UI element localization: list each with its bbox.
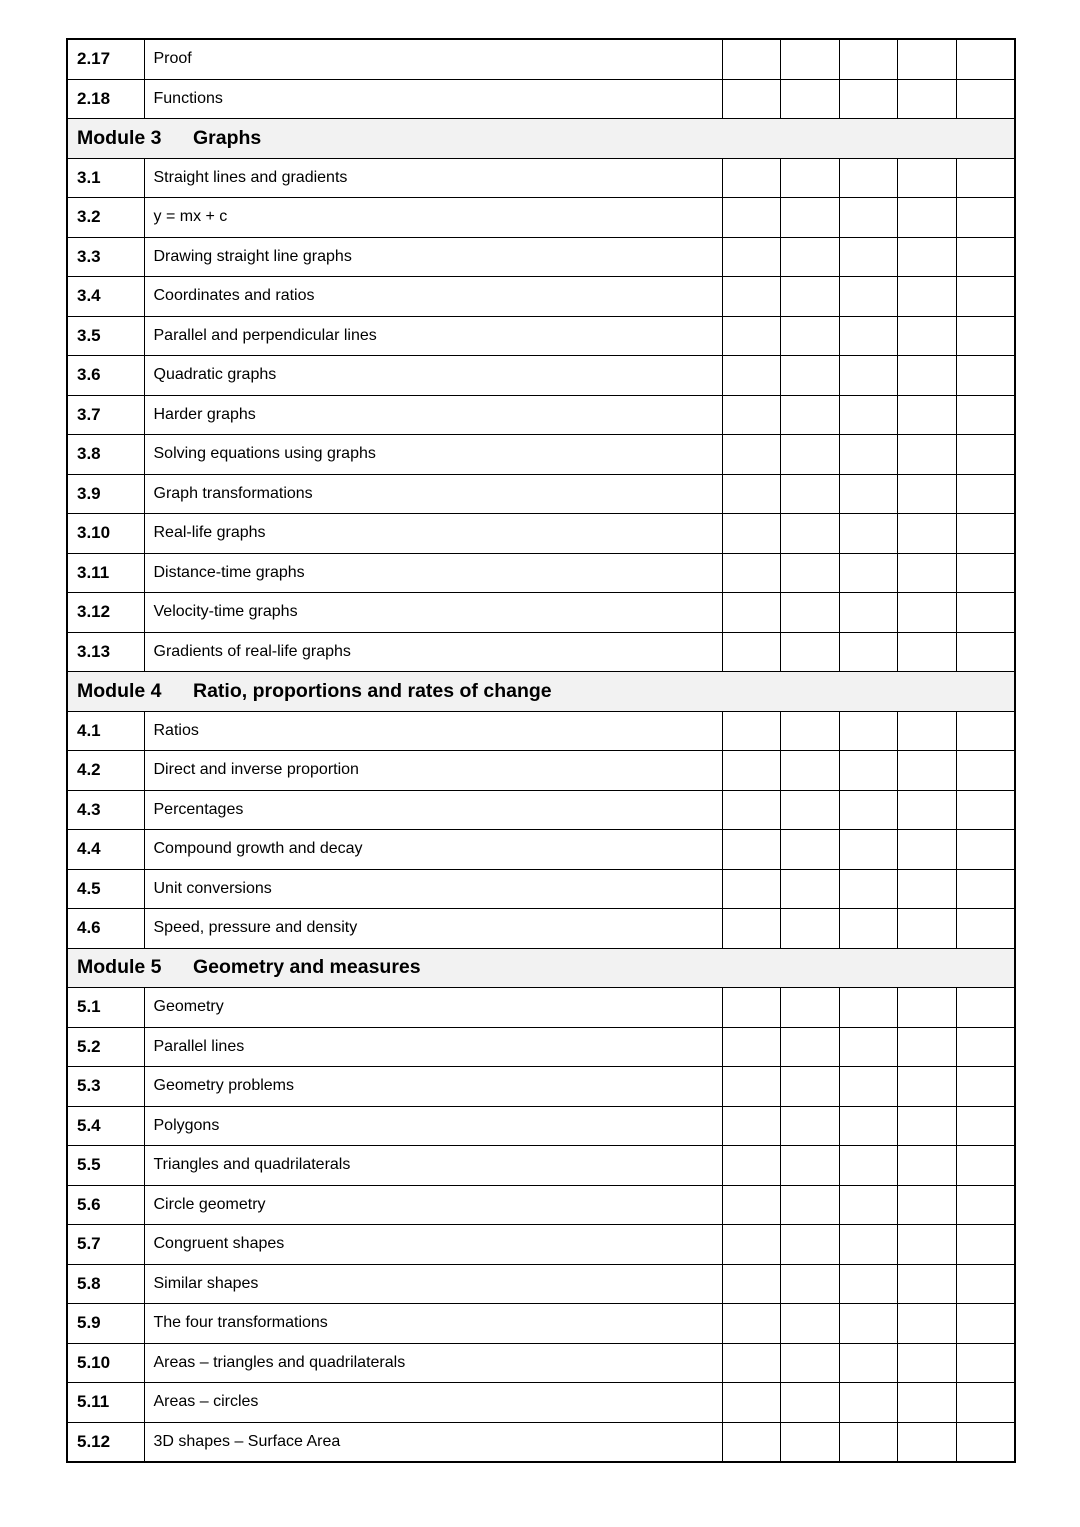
checkbox-cell[interactable] xyxy=(722,790,781,830)
table-row xyxy=(67,988,1015,1028)
topic-name: Drawing straight line graphs xyxy=(144,237,722,277)
checkbox-cell[interactable] xyxy=(839,909,898,949)
checkbox-cell[interactable] xyxy=(956,553,1015,593)
checkbox-cell[interactable] xyxy=(781,553,840,593)
checkbox-cell[interactable] xyxy=(898,632,957,672)
topic-number: 4.1 xyxy=(67,711,144,751)
checkbox-cell[interactable] xyxy=(898,909,957,949)
checkbox-cell[interactable] xyxy=(956,474,1015,514)
topic-number: 4.5 xyxy=(67,869,144,909)
checkbox-cell[interactable] xyxy=(781,435,840,475)
table-row xyxy=(67,1383,1015,1423)
table-row xyxy=(67,1185,1015,1225)
checkbox-cell[interactable] xyxy=(956,830,1015,870)
checkbox-cell[interactable] xyxy=(839,277,898,317)
checkbox-cell[interactable] xyxy=(898,1225,957,1265)
checkbox-cell[interactable] xyxy=(781,751,840,791)
checkbox-cell[interactable] xyxy=(839,474,898,514)
checkbox-cell[interactable] xyxy=(839,869,898,909)
module-header-row xyxy=(67,119,1015,159)
checkbox-cell[interactable] xyxy=(781,1422,840,1462)
topic-name: Congruent shapes xyxy=(144,1225,722,1265)
topic-name: Geometry problems xyxy=(144,1067,722,1107)
topic-name: Functions xyxy=(144,79,722,119)
topic-number: 3.1 xyxy=(67,158,144,198)
checkbox-cell[interactable] xyxy=(722,1422,781,1462)
table-row xyxy=(67,316,1015,356)
checkbox-cell[interactable] xyxy=(722,988,781,1028)
checkbox-cell[interactable] xyxy=(956,1343,1015,1383)
checkbox-cell[interactable] xyxy=(781,198,840,238)
checkbox-cell[interactable] xyxy=(722,514,781,554)
table-row xyxy=(67,79,1015,119)
checkbox-cell[interactable] xyxy=(839,1146,898,1186)
checkbox-cell[interactable] xyxy=(956,514,1015,554)
checkbox-cell[interactable] xyxy=(722,198,781,238)
checkbox-cell[interactable] xyxy=(722,158,781,198)
table-row xyxy=(67,237,1015,277)
checkbox-cell[interactable] xyxy=(722,1304,781,1344)
checkbox-cell[interactable] xyxy=(898,474,957,514)
checkbox-cell[interactable] xyxy=(722,751,781,791)
table-row xyxy=(67,277,1015,317)
topic-number: 5.12 xyxy=(67,1422,144,1462)
checkbox-cell[interactable] xyxy=(839,1106,898,1146)
topic-number: 2.17 xyxy=(67,39,144,79)
checkbox-cell[interactable] xyxy=(839,237,898,277)
table-row xyxy=(67,514,1015,554)
table-row xyxy=(67,553,1015,593)
checkbox-cell[interactable] xyxy=(956,790,1015,830)
checkbox-cell[interactable] xyxy=(839,514,898,554)
checkbox-cell[interactable] xyxy=(839,1304,898,1344)
topic-name: 3D shapes – Surface Area xyxy=(144,1422,722,1462)
checkbox-cell[interactable] xyxy=(781,79,840,119)
checkbox-cell[interactable] xyxy=(898,158,957,198)
topic-name: Velocity-time graphs xyxy=(144,593,722,633)
checkbox-cell[interactable] xyxy=(781,869,840,909)
checkbox-cell[interactable] xyxy=(839,830,898,870)
checkbox-cell[interactable] xyxy=(781,790,840,830)
checkbox-cell[interactable] xyxy=(781,316,840,356)
checkbox-cell[interactable] xyxy=(781,1185,840,1225)
topic-number: 3.11 xyxy=(67,553,144,593)
checkbox-cell[interactable] xyxy=(781,909,840,949)
checkbox-cell[interactable] xyxy=(956,1422,1015,1462)
table-row xyxy=(67,435,1015,475)
checkbox-cell[interactable] xyxy=(898,1067,957,1107)
table-row xyxy=(67,830,1015,870)
checkbox-cell[interactable] xyxy=(898,356,957,396)
topic-name: Areas – circles xyxy=(144,1383,722,1423)
checkbox-cell[interactable] xyxy=(898,869,957,909)
checkbox-cell[interactable] xyxy=(898,237,957,277)
checkbox-cell[interactable] xyxy=(781,395,840,435)
topic-name: Ratios xyxy=(144,711,722,751)
topic-name: Speed, pressure and density xyxy=(144,909,722,949)
checkbox-cell[interactable] xyxy=(839,1343,898,1383)
topic-number: 4.4 xyxy=(67,830,144,870)
topic-number: 3.10 xyxy=(67,514,144,554)
table-row xyxy=(67,909,1015,949)
checkbox-cell[interactable] xyxy=(781,1304,840,1344)
checkbox-cell[interactable] xyxy=(722,1027,781,1067)
checkbox-cell[interactable] xyxy=(898,39,957,79)
topic-number: 5.1 xyxy=(67,988,144,1028)
topic-number: 3.3 xyxy=(67,237,144,277)
checkbox-cell[interactable] xyxy=(839,1422,898,1462)
checkbox-cell[interactable] xyxy=(781,474,840,514)
topic-name: Circle geometry xyxy=(144,1185,722,1225)
checkbox-cell[interactable] xyxy=(722,1225,781,1265)
checkbox-cell[interactable] xyxy=(898,1185,957,1225)
checkbox-cell[interactable] xyxy=(839,79,898,119)
topic-number: 4.2 xyxy=(67,751,144,791)
topic-number: 5.6 xyxy=(67,1185,144,1225)
checkbox-cell[interactable] xyxy=(722,277,781,317)
checkbox-cell[interactable] xyxy=(839,790,898,830)
checkbox-cell[interactable] xyxy=(898,1146,957,1186)
table-row xyxy=(67,1264,1015,1304)
checkbox-cell[interactable] xyxy=(722,1383,781,1423)
table-row xyxy=(67,1067,1015,1107)
checkbox-cell[interactable] xyxy=(956,1106,1015,1146)
checkbox-cell[interactable] xyxy=(722,395,781,435)
checkbox-cell[interactable] xyxy=(956,988,1015,1028)
checkbox-cell[interactable] xyxy=(898,316,957,356)
checkbox-cell[interactable] xyxy=(839,198,898,238)
topic-number: 3.12 xyxy=(67,593,144,633)
topic-number: 5.11 xyxy=(67,1383,144,1423)
checkbox-cell[interactable] xyxy=(956,79,1015,119)
topic-number: 5.5 xyxy=(67,1146,144,1186)
checkbox-cell[interactable] xyxy=(956,158,1015,198)
checkbox-cell[interactable] xyxy=(956,395,1015,435)
table-row xyxy=(67,632,1015,672)
checkbox-cell[interactable] xyxy=(781,1067,840,1107)
topic-name: Straight lines and gradients xyxy=(144,158,722,198)
checkbox-cell[interactable] xyxy=(839,1264,898,1304)
checkbox-cell[interactable] xyxy=(898,514,957,554)
topic-number: 3.13 xyxy=(67,632,144,672)
checkbox-cell[interactable] xyxy=(839,632,898,672)
checkbox-cell[interactable] xyxy=(956,435,1015,475)
table-row xyxy=(67,356,1015,396)
topic-number: 3.7 xyxy=(67,395,144,435)
table-row xyxy=(67,593,1015,633)
topic-number: 2.18 xyxy=(67,79,144,119)
checkbox-cell[interactable] xyxy=(898,830,957,870)
topic-name: Percentages xyxy=(144,790,722,830)
checkbox-cell[interactable] xyxy=(898,79,957,119)
topic-name: Parallel and perpendicular lines xyxy=(144,316,722,356)
checkbox-cell[interactable] xyxy=(722,316,781,356)
topic-number: 3.4 xyxy=(67,277,144,317)
checkbox-cell[interactable] xyxy=(781,830,840,870)
topic-number: 5.10 xyxy=(67,1343,144,1383)
topic-number: 4.3 xyxy=(67,790,144,830)
checkbox-cell[interactable] xyxy=(839,435,898,475)
topic-name: Coordinates and ratios xyxy=(144,277,722,317)
table-row xyxy=(67,1225,1015,1265)
checkbox-cell[interactable] xyxy=(956,356,1015,396)
checkbox-cell[interactable] xyxy=(722,435,781,475)
checkbox-cell[interactable] xyxy=(898,277,957,317)
topic-name: Similar shapes xyxy=(144,1264,722,1304)
checkbox-cell[interactable] xyxy=(898,1264,957,1304)
checkbox-cell[interactable] xyxy=(781,632,840,672)
checkbox-cell[interactable] xyxy=(956,277,1015,317)
topic-name: Direct and inverse proportion xyxy=(144,751,722,791)
topic-name: y = mx + c xyxy=(144,198,722,238)
checkbox-cell[interactable] xyxy=(781,593,840,633)
checkbox-cell[interactable] xyxy=(956,316,1015,356)
checkbox-cell[interactable] xyxy=(956,1225,1015,1265)
table-row xyxy=(67,790,1015,830)
topic-name: Harder graphs xyxy=(144,395,722,435)
checkbox-cell[interactable] xyxy=(898,198,957,238)
checkbox-cell[interactable] xyxy=(898,1304,957,1344)
checkbox-cell[interactable] xyxy=(781,1264,840,1304)
checkbox-cell[interactable] xyxy=(839,1027,898,1067)
checkbox-cell[interactable] xyxy=(781,1225,840,1265)
module-label: Module 4 xyxy=(77,679,162,702)
checkbox-cell[interactable] xyxy=(956,751,1015,791)
checkbox-cell[interactable] xyxy=(839,711,898,751)
checkbox-cell[interactable] xyxy=(898,553,957,593)
checkbox-cell[interactable] xyxy=(781,988,840,1028)
checkbox-cell[interactable] xyxy=(898,988,957,1028)
checkbox-cell[interactable] xyxy=(898,593,957,633)
checkbox-cell[interactable] xyxy=(781,711,840,751)
checkbox-cell[interactable] xyxy=(956,198,1015,238)
module-header xyxy=(67,672,1015,712)
topic-name: Gradients of real-life graphs xyxy=(144,632,722,672)
checkbox-cell[interactable] xyxy=(722,830,781,870)
table-row xyxy=(67,1304,1015,1344)
checkbox-cell[interactable] xyxy=(839,395,898,435)
checkbox-cell[interactable] xyxy=(722,1146,781,1186)
checkbox-cell[interactable] xyxy=(839,1067,898,1107)
topic-number: 3.5 xyxy=(67,316,144,356)
topic-name: Solving equations using graphs xyxy=(144,435,722,475)
checkbox-cell[interactable] xyxy=(898,711,957,751)
checkbox-cell[interactable] xyxy=(781,514,840,554)
topic-number: 4.6 xyxy=(67,909,144,949)
topic-number: 5.8 xyxy=(67,1264,144,1304)
topic-name: Triangles and quadrilaterals xyxy=(144,1146,722,1186)
topic-number: 3.2 xyxy=(67,198,144,238)
checkbox-cell[interactable] xyxy=(956,869,1015,909)
checkbox-cell[interactable] xyxy=(722,39,781,79)
module-title: Ratio, proportions and rates of change xyxy=(193,679,552,702)
table-row xyxy=(67,395,1015,435)
checkbox-cell[interactable] xyxy=(781,237,840,277)
topic-name: The four transformations xyxy=(144,1304,722,1344)
checkbox-cell[interactable] xyxy=(956,1264,1015,1304)
checkbox-cell[interactable] xyxy=(839,751,898,791)
topic-number: 3.9 xyxy=(67,474,144,514)
checkbox-cell[interactable] xyxy=(956,1146,1015,1186)
topic-name: Unit conversions xyxy=(144,869,722,909)
topic-name: Distance-time graphs xyxy=(144,553,722,593)
topic-number: 5.7 xyxy=(67,1225,144,1265)
checkbox-cell[interactable] xyxy=(956,1027,1015,1067)
checkbox-cell[interactable] xyxy=(839,1185,898,1225)
checkbox-cell[interactable] xyxy=(898,790,957,830)
table-row xyxy=(67,1146,1015,1186)
checkbox-cell[interactable] xyxy=(898,1383,957,1423)
checkbox-cell[interactable] xyxy=(722,632,781,672)
checkbox-cell[interactable] xyxy=(839,39,898,79)
topic-name: Polygons xyxy=(144,1106,722,1146)
topic-name: Graph transformations xyxy=(144,474,722,514)
checkbox-cell[interactable] xyxy=(781,1027,840,1067)
checkbox-cell[interactable] xyxy=(722,1264,781,1304)
checkbox-cell[interactable] xyxy=(722,1343,781,1383)
checkbox-cell[interactable] xyxy=(898,1343,957,1383)
topic-name: Parallel lines xyxy=(144,1027,722,1067)
checkbox-cell[interactable] xyxy=(722,1185,781,1225)
checkbox-cell[interactable] xyxy=(722,553,781,593)
module-title: Graphs xyxy=(193,126,262,149)
checkbox-cell[interactable] xyxy=(722,1106,781,1146)
checkbox-cell[interactable] xyxy=(839,356,898,396)
topic-number: 5.2 xyxy=(67,1027,144,1067)
checkbox-cell[interactable] xyxy=(722,869,781,909)
checkbox-cell[interactable] xyxy=(781,1343,840,1383)
table-row xyxy=(67,39,1015,79)
topic-number: 5.3 xyxy=(67,1067,144,1107)
checkbox-cell[interactable] xyxy=(781,1106,840,1146)
checkbox-cell[interactable] xyxy=(722,474,781,514)
checkbox-cell[interactable] xyxy=(722,79,781,119)
checkbox-cell[interactable] xyxy=(781,356,840,396)
module-label: Module 3 xyxy=(77,126,162,149)
topic-name: Real-life graphs xyxy=(144,514,722,554)
table-row xyxy=(67,751,1015,791)
checkbox-cell[interactable] xyxy=(898,395,957,435)
table-row xyxy=(67,869,1015,909)
checkbox-cell[interactable] xyxy=(722,711,781,751)
table-row xyxy=(67,474,1015,514)
checkbox-cell[interactable] xyxy=(722,356,781,396)
checkbox-cell[interactable] xyxy=(956,39,1015,79)
table-row xyxy=(67,1027,1015,1067)
checkbox-cell[interactable] xyxy=(781,277,840,317)
checkbox-cell[interactable] xyxy=(839,988,898,1028)
checkbox-cell[interactable] xyxy=(956,237,1015,277)
checkbox-cell[interactable] xyxy=(956,1304,1015,1344)
checkbox-cell[interactable] xyxy=(956,909,1015,949)
module-header xyxy=(67,119,1015,159)
checkbox-cell[interactable] xyxy=(898,435,957,475)
checkbox-cell[interactable] xyxy=(839,316,898,356)
topic-name: Proof xyxy=(144,39,722,79)
checkbox-cell[interactable] xyxy=(781,158,840,198)
checkbox-cell[interactable] xyxy=(722,1067,781,1107)
checkbox-cell[interactable] xyxy=(722,593,781,633)
topic-number: 5.4 xyxy=(67,1106,144,1146)
table-row xyxy=(67,198,1015,238)
checkbox-cell[interactable] xyxy=(898,1027,957,1067)
checkbox-cell[interactable] xyxy=(781,39,840,79)
checkbox-cell[interactable] xyxy=(839,158,898,198)
topic-number: 3.8 xyxy=(67,435,144,475)
checkbox-cell[interactable] xyxy=(956,1185,1015,1225)
checkbox-cell[interactable] xyxy=(956,1067,1015,1107)
module-label: Module 5 xyxy=(77,956,162,979)
table-row xyxy=(67,1106,1015,1146)
module-title: Geometry and measures xyxy=(193,956,421,979)
topic-name: Compound growth and decay xyxy=(144,830,722,870)
checkbox-cell[interactable] xyxy=(839,1225,898,1265)
checkbox-cell[interactable] xyxy=(781,1146,840,1186)
checkbox-cell[interactable] xyxy=(898,1106,957,1146)
checkbox-cell[interactable] xyxy=(722,909,781,949)
topic-number: 5.9 xyxy=(67,1304,144,1344)
checkbox-cell[interactable] xyxy=(839,553,898,593)
topic-name: Quadratic graphs xyxy=(144,356,722,396)
topic-checklist-table xyxy=(66,38,1016,1463)
module-header-row xyxy=(67,948,1015,988)
checkbox-cell[interactable] xyxy=(898,751,957,791)
table-row xyxy=(67,1422,1015,1462)
topic-name: Areas – triangles and quadrilaterals xyxy=(144,1343,722,1383)
topic-number: 3.6 xyxy=(67,356,144,396)
module-header-row xyxy=(67,672,1015,712)
checkbox-cell[interactable] xyxy=(898,1422,957,1462)
table-row xyxy=(67,158,1015,198)
checkbox-cell[interactable] xyxy=(839,593,898,633)
checkbox-cell[interactable] xyxy=(956,593,1015,633)
module-header xyxy=(67,948,1015,988)
checkbox-cell[interactable] xyxy=(956,711,1015,751)
checkbox-cell[interactable] xyxy=(956,1383,1015,1423)
checkbox-cell[interactable] xyxy=(781,1383,840,1423)
checkbox-cell[interactable] xyxy=(956,632,1015,672)
topic-name: Geometry xyxy=(144,988,722,1028)
table-row xyxy=(67,711,1015,751)
checkbox-cell[interactable] xyxy=(839,1383,898,1423)
table-row xyxy=(67,1343,1015,1383)
checkbox-cell[interactable] xyxy=(722,237,781,277)
